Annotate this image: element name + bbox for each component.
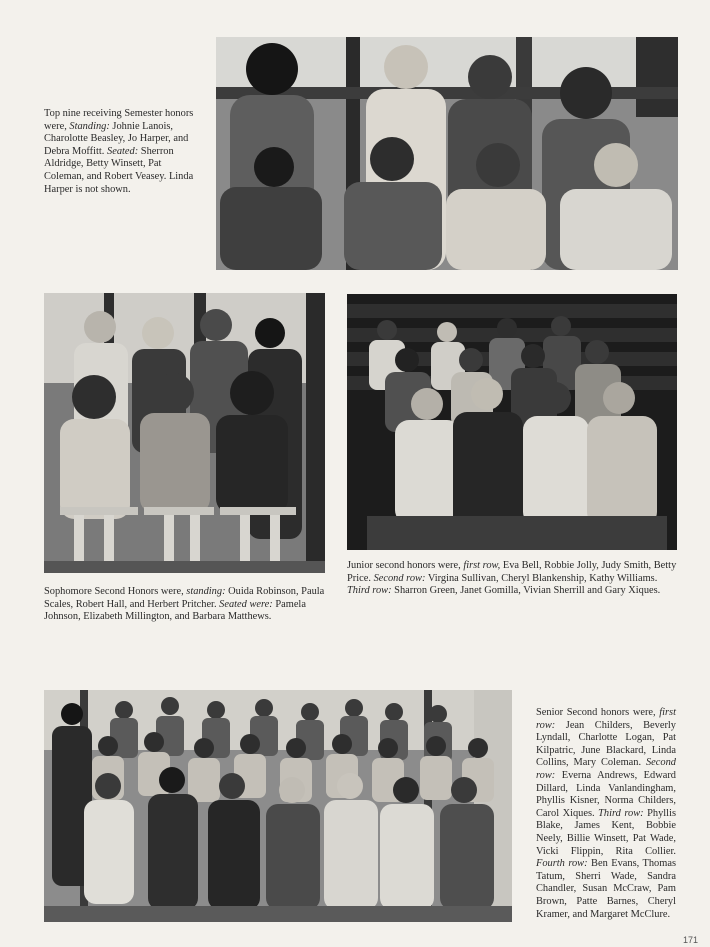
junior-row1-label: first row, — [463, 560, 501, 571]
sophomore-caption — [44, 586, 326, 624]
top-nine-caption — [44, 108, 204, 196]
top-nine-honors-photo — [216, 37, 678, 270]
junior-honors-photo — [347, 294, 677, 550]
senior-row3-names: Phyllis Blake, James Kent, Bobbie Neely, Billie Winsett, Pat Wade, Vicki Flippin, Rita Collier. — [536, 807, 676, 857]
junior-row2-label: Second row: — [373, 572, 426, 584]
sophomore-standing-names: Ouida Robinson, Paula Scales, Robert Hall, and Herbert Pritcher. — [44, 586, 325, 610]
senior-row4-names: Ben Evans, Thomas Tatum, Sherri Wade, Sandra Chandler, Susan McCraw, Pam Brown, Patte Barnes, Cheryl Kramer, and Margaret McClure. — [536, 858, 676, 920]
senior-intro: Senior Second honors were, — [536, 707, 656, 718]
top-nine-seated-names: Sherron Aldridge, Betty Winsett, Pat Coleman, and Robert Veasey. Linda Harper is not shown. — [44, 145, 194, 195]
junior-row2-names: Virgina Sullivan, Cheryl Blankenship, Kathy Williams. — [427, 572, 658, 584]
senior-row1-label: first row: — [536, 707, 676, 731]
junior-caption — [347, 560, 679, 598]
senior-row2-names: Everna Andrews, Edward Dillard, Linda Vanlandingham, Phyllis Kisner, Norma Childers, Carol Xiques. — [536, 769, 676, 819]
junior-intro: Junior second honors were, — [347, 560, 461, 571]
senior-honors-photo — [44, 690, 512, 922]
top-nine-standing-label: Standing: — [69, 120, 110, 132]
sophomore-seated-names: Pamela Johnson, Elizabeth Millington, and Barbara Matthews. — [44, 598, 306, 623]
senior-row1-names: Jean Childers, Beverly Lyndall, Charlotte Logan, Pat Kilpatric, June Blackard, Linda Collins, Mary Coleman. — [536, 719, 676, 769]
sophomore-intro: Sophomore Second Honors were, — [44, 586, 184, 597]
page-number: 171 — [682, 935, 698, 945]
junior-row3-label: Third row: — [347, 585, 392, 597]
junior-row1-names: Eva Bell, Robbie Jolly, Judy Smith, Betty Price. — [347, 560, 677, 584]
sophomore-standing-label: standing: — [186, 586, 226, 597]
senior-row3-label: Third row: — [598, 807, 644, 819]
top-nine-intro: Top nine receiving Semester honors were, — [44, 108, 194, 132]
top-nine-standing-names: Johnie Lanois, Charolotte Beasley, Jo Harper, and Debra Moffitt. — [44, 120, 189, 157]
top-nine-seated-label: Seated: — [107, 145, 139, 157]
senior-row4-label: Fourth row: — [536, 858, 588, 870]
sophomore-seated-label: Seated were: — [219, 598, 273, 610]
junior-row3-names: Sharron Green, Janet Gomilla, Vivian Sherrill and Gary Xiques. — [394, 585, 661, 597]
senior-row2-label: Second row: — [536, 757, 676, 781]
senior-caption — [536, 707, 676, 921]
sophomore-honors-photo — [44, 293, 325, 573]
